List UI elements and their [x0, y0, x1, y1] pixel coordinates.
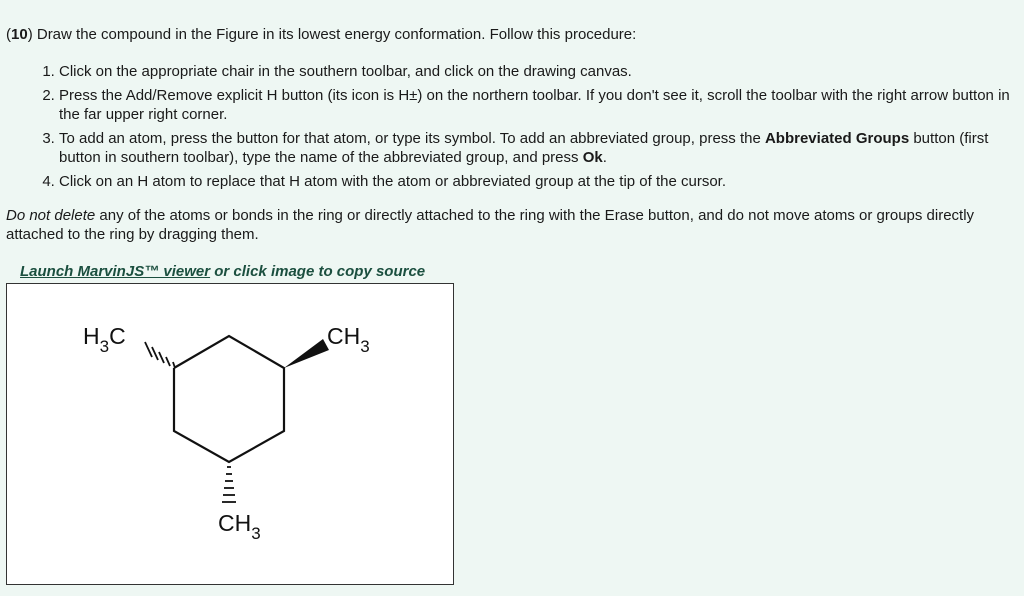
ch3-bottom-label: $CH_3$ [218, 510, 261, 543]
wedge-bond [284, 339, 329, 368]
h3c-label: $H_3C$ [83, 323, 126, 356]
ch3-right-label: $CH_3$ [327, 323, 370, 356]
hashed-bond-bottom [222, 467, 236, 502]
ok-bold: Ok [582, 149, 603, 166]
launch-marvinjs-link[interactable]: Launch MarvinJS™ viewer [20, 263, 211, 280]
open-paren: ( [6, 26, 11, 43]
procedure-steps [6, 62, 1016, 191]
question-block [6, 25, 1016, 244]
hashed-bond-left [145, 342, 175, 368]
launch-line [20, 263, 425, 280]
question-title [6, 25, 1016, 44]
question-prompt: Draw the compound in the Figure in its lowest energy conformation. Follow this procedure: [32, 26, 637, 43]
molecule-image[interactable] [6, 283, 454, 585]
close-paren: ) [27, 26, 33, 43]
cyclohexane-structure [7, 284, 453, 584]
warning-note: Do not delete any of the atoms or bonds in the ring or directly attached to the ring with the Erase button, and do not move atoms or groups directly attached to the ring by dragging them. [6, 207, 975, 243]
abbreviated-groups-bold: Abbreviated Groups [764, 130, 910, 147]
launch-rest-text: or click image to copy source [210, 263, 426, 280]
ring-bonds [174, 336, 284, 462]
step-item: 1. Click on the appropriate chair in the southern toolbar, and click on the drawing canvas. [59, 62, 1016, 81]
step-item: 2. Press the Add/Remove explicit H button (its icon is H±) on the northern toolbar. If you don't see it, scroll the toolbar with the right arrow button in the far upper right corner. [59, 86, 1016, 124]
step-item: 3. To add an atom, press the button for that atom, or type its symbol. To add an abbreviated group, press the Abbreviated Groups button (first button in southern toolbar), type the name of the abbreviated group, and press Ok. [59, 129, 1016, 167]
do-not-delete-italic: Do not delete [6, 207, 96, 224]
question-number: 10 [11, 26, 28, 43]
step-item: 4. Click on an H atom to replace that H atom with the atom or abbreviated group at the tip of the cursor. [59, 172, 1016, 191]
